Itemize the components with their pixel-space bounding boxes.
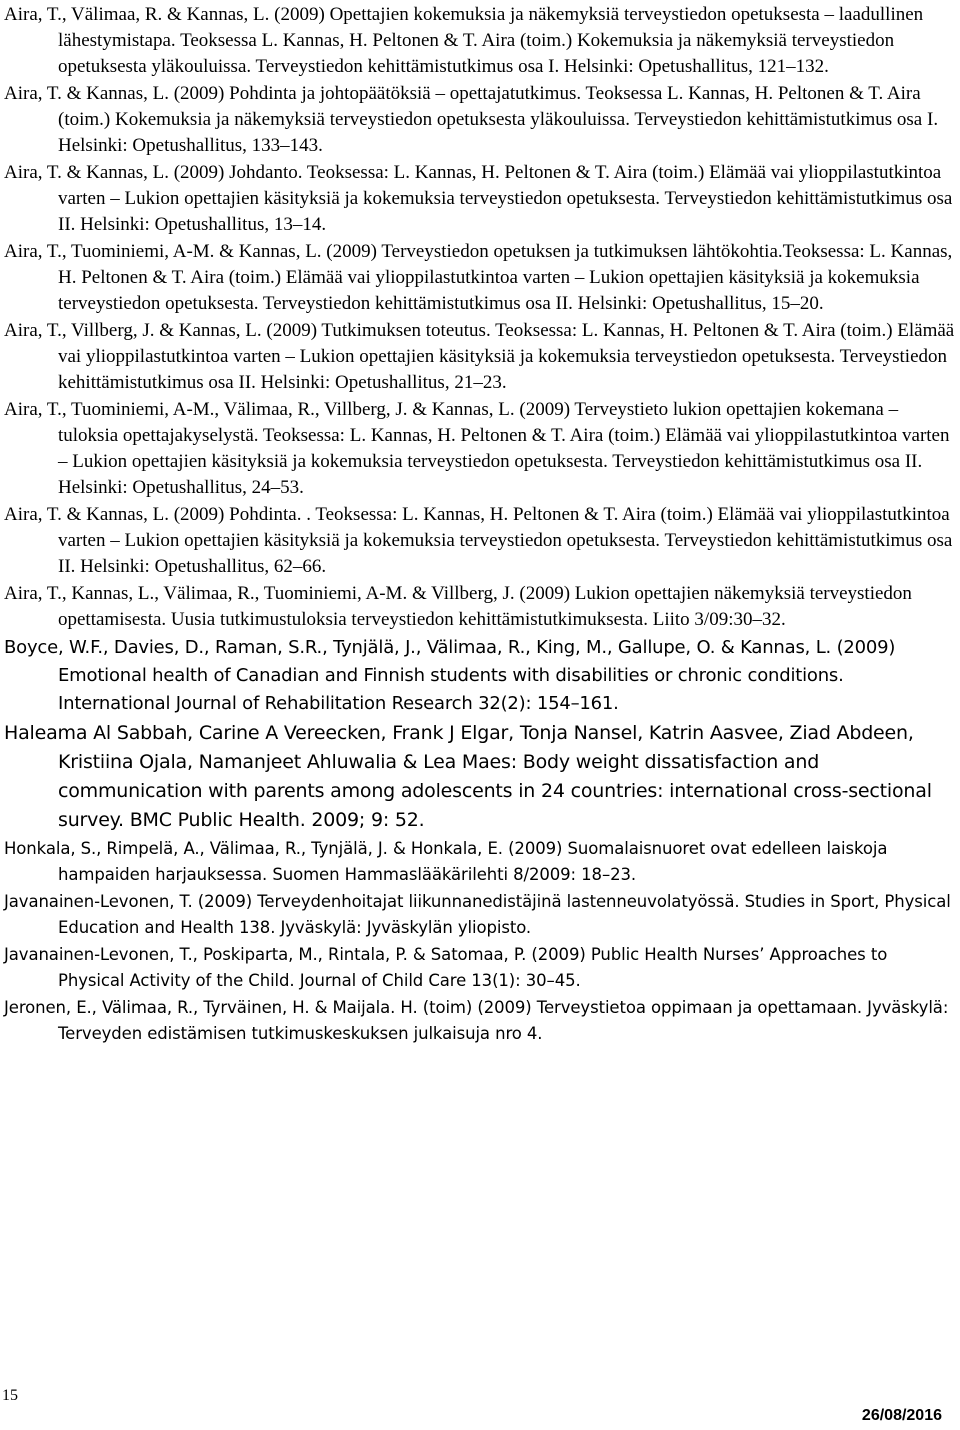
reference-entry: Aira, T., Tuominiemi, A-M. & Kannas, L. (2009) Terveystiedon opetuksen ja tutkimuksen lähtökohtia.Teoksessa: L. Kannas, H. Peltonen & T. Aira (toim.) Elämää vai ylioppilastutkintoa varten – Lukion opettajien käsityksiä ja kokemuksia terveystiedon opetuksesta. Terveystiedon kehittämistutkimus osa II. Helsinki: Opetushallitus, 15–20. <box>4 241 953 314</box>
footer-date: 26/08/2016 <box>861 1407 942 1424</box>
page-number: 15 <box>2 1387 18 1404</box>
reference-entry: Aira, T. & Kannas, L. (2009) Pohdinta. . Teoksessa: L. Kannas, H. Peltonen & T. Aira (toim.) Elämää vai ylioppilastutkintoa varten – Lukion opettajien käsityksiä ja kokemuksia terveystiedon opetuksesta. Terveystiedon kehittämistutkimus osa II. Helsinki: Opetushallitus, 62–66. <box>4 504 953 577</box>
reference-list <box>4 2 956 1048</box>
reference-entry: Honkala, S., Rimpelä, A., Välimaa, R., Tynjälä, J. & Honkala, E. (2009) Suomalaisnuoret ovat edelleen laiskoja hampaiden harjauksessa. Suomen Hammaslääkärilehti 8/2009: 18–23. <box>4 839 888 884</box>
reference-entry: Jeronen, E., Välimaa, R., Tyrväinen, H. & Maijala. H. (toim) (2009) Terveystietoa oppimaan ja opettamaan. Jyväskylä: Terveyden edistämisen tutkimuskeskuksen julkaisuja nro 4. <box>4 998 949 1043</box>
reference-entry: Boyce, W.F., Davies, D., Raman, S.R., Tynjälä, J., Välimaa, R., King, M., Gallupe, O. & Kannas, L. (2009) Emotional health of Canadian and Finnish students with disabilities or chronic conditions. International Journal of Rehabilitation Research 32(2): 154–161. <box>4 637 896 714</box>
reference-entry: Aira, T. & Kannas, L. (2009) Pohdinta ja johtopäätöksiä – opettajatutkimus. Teoksessa L. Kannas, H. Peltonen & T. Aira (toim.) Kokemuksia ja näkemyksiä terveystiedon opetuksesta yläkouluissa. Terveystiedon kehittämistutkimus osa I. Helsinki: Opetushallitus, 133–143. <box>4 83 939 156</box>
reference-entry: Aira, T., Villberg, J. & Kannas, L. (2009) Tutkimuksen toteutus. Teoksessa: L. Kannas, H. Peltonen & T. Aira (toim.) Elämää vai ylioppilastutkintoa varten – Lukion opettajien käsityksiä ja kokemuksia terveystiedon opetuksesta. Terveystiedon kehittämistutkimus osa II. Helsinki: Opetushallitus, 21–23. <box>4 320 955 393</box>
reference-entry: Aira, T., Välimaa, R. & Kannas, L. (2009) Opettajien kokemuksia ja näkemyksiä terveystiedon opetuksesta – laadullinen lähestymistapa. Teoksessa L. Kannas, H. Peltonen & T. Aira (toim.) Kokemuksia ja näkemyksiä terveystiedon opetuksesta yläkouluissa. Terveystiedon kehittämistutkimus osa I. Helsinki: Opetushallitus, 121–132. <box>4 4 924 77</box>
reference-entry: Javanainen-Levonen, T. (2009) Terveydenhoitajat liikunnanedistäjinä lastenneuvolatyössä. Studies in Sport, Physical Education and Health 138. Jyväskylä: Jyväskylän yliopisto. <box>4 892 951 937</box>
reference-entry: Aira, T., Kannas, L., Välimaa, R., Tuominiemi, A-M. & Villberg, J. (2009) Lukion opettajien näkemyksiä terveystiedon opettamisesta. Uusia tutkimustuloksia terveystiedon kehittämistutkimuksesta. Liito 3/09:30–32. <box>4 583 912 630</box>
reference-entry: Haleama Al Sabbah, Carine A Vereecken, Frank J Elgar, Tonja Nansel, Katrin Aasvee, Ziad Abdeen, Kristiina Ojala, Namanjeet Ahluwalia & Lea Maes: Body weight dissatisfaction and communication with parents among adolescents in 24 countries: international cross-sectional survey. BMC Public Health. 2009; 9: 52. <box>4 722 932 831</box>
reference-entry: Aira, T. & Kannas, L. (2009) Johdanto. Teoksessa: L. Kannas, H. Peltonen & T. Aira (toim.) Elämää vai ylioppilastutkintoa varten – Lukion opettajien käsityksiä ja kokemuksia terveystiedon opetuksesta. Terveystiedon kehittämistutkimus osa II. Helsinki: Opetushallitus, 13–14. <box>4 162 953 235</box>
reference-entry: Javanainen-Levonen, T., Poskiparta, M., Rintala, P. & Satomaa, P. (2009) Public Health Nurses’ Approaches to Physical Activity of the Child. Journal of Child Care 13(1): 30–45. <box>4 945 888 990</box>
reference-entry: Aira, T., Tuominiemi, A-M., Välimaa, R., Villberg, J. & Kannas, L. (2009) Terveystieto lukion opettajien kokemana – tuloksia opettajakyselystä. Teoksessa: L. Kannas, H. Peltonen & T. Aira (toim.) Elämää vai ylioppilastutkintoa varten – Lukion opettajien käsityksiä ja kokemuksia terveystiedon opetuksesta. Terveystiedon kehittämistutkimus osa II. Helsinki: Opetushallitus, 24–53. <box>4 399 950 498</box>
